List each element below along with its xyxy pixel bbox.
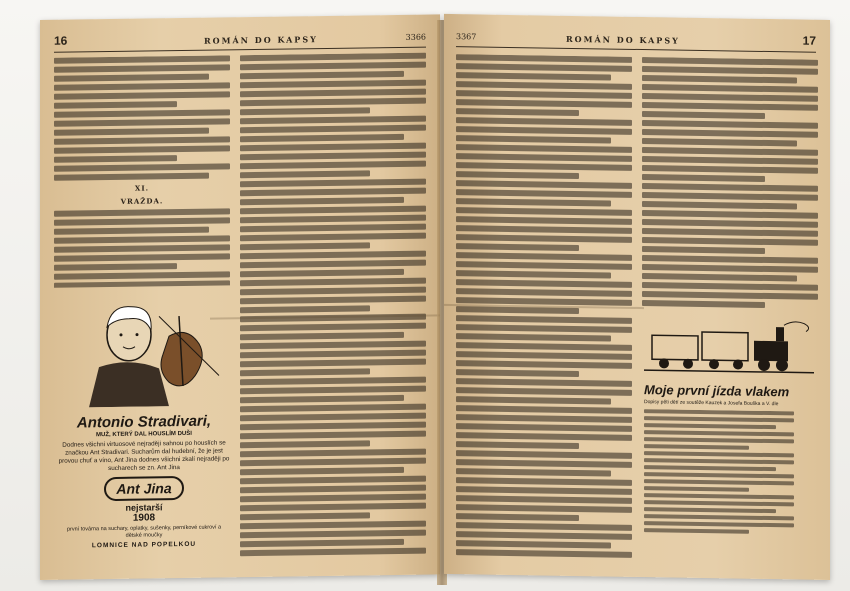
train-advert <box>644 317 816 570</box>
open-magazine <box>40 20 830 580</box>
chapter-heading: XI. <box>134 183 150 193</box>
ant-jina-logo: Ant Jina <box>104 476 183 501</box>
advert-logo-word: nejstarší <box>125 502 163 513</box>
advert-tagline: MUŽ, KTERÝ DAL HOUSLÍM DUŠI <box>96 430 192 439</box>
right-text-column-1 <box>456 54 632 567</box>
left-text-column-2 <box>240 53 426 576</box>
train-advert-text <box>644 409 794 551</box>
left-issue-code: 3366 <box>405 32 426 42</box>
violinist-illustration-icon <box>59 295 229 407</box>
right-page <box>444 14 830 580</box>
advert-name: Antonio Stradivari, <box>76 412 212 432</box>
right-issue-code: 3367 <box>456 32 477 42</box>
advert-footer: první továrna na suchary, oplatky, sušenky, perníkové cukroví a dětské moučky <box>66 524 222 539</box>
left-page <box>40 14 440 580</box>
train-illustration-icon <box>644 317 814 380</box>
section-heading: VRAŽDA. <box>120 196 164 206</box>
advert-maker: LOMNICE NAD POPELKOU <box>91 540 197 550</box>
right-running-title: ROMÁN DO KAPSY <box>566 33 680 46</box>
stradivari-advert <box>54 295 234 568</box>
left-page-header <box>54 29 426 53</box>
right-page-header <box>456 28 816 53</box>
advert-year: 1908 <box>132 512 156 524</box>
train-advert-headline: Moje první jízda vlakem <box>644 382 790 400</box>
right-page-number: 17 <box>802 33 816 48</box>
left-running-title: ROMÁN DO KAPSY <box>204 34 318 46</box>
right-text-column-2 <box>642 57 818 320</box>
train-advert-caption: Dopisy pěti dětí ze soutěže Kauzek a Josefa Bouška a V. dle <box>644 399 779 408</box>
left-text-column-1 <box>54 55 230 287</box>
advert-body: Dodnes všichni virtuosové nejraději sahnou po houslích se značkou Ant Stradivari. Sucharům dal hudební, že je jest provou chuť a víno, Ant Jina dodnes všichni zkalí nejraději po sucharech se zn. Ant Jina <box>58 439 230 473</box>
left-page-number: 16 <box>54 33 68 48</box>
